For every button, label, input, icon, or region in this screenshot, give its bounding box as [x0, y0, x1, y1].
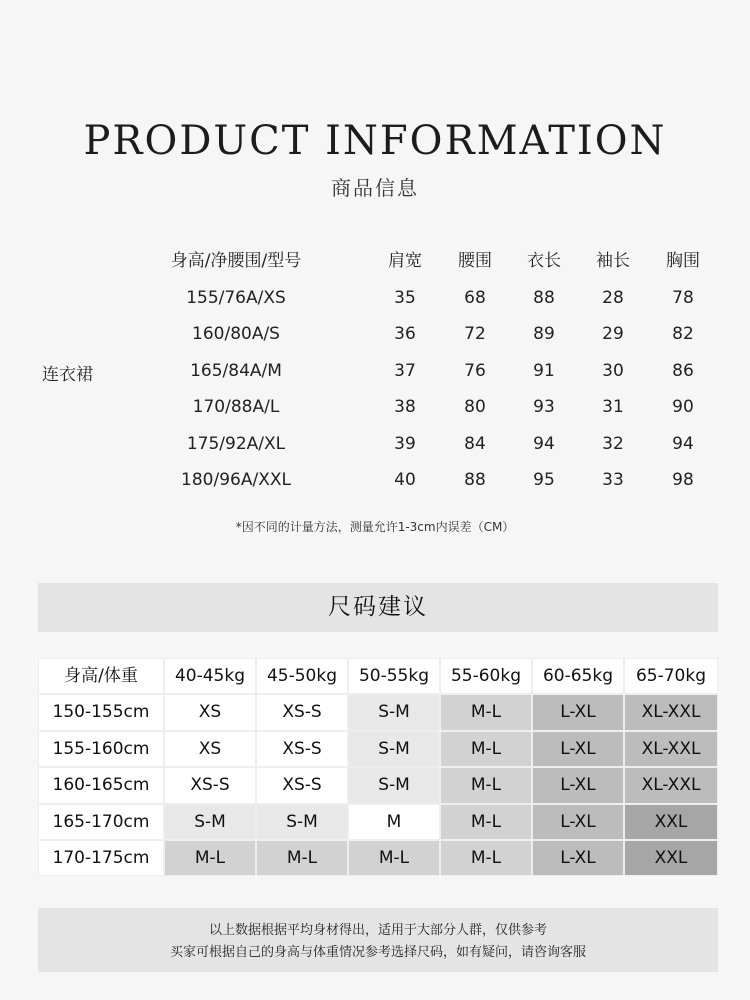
spec-row	[0, 426, 750, 462]
spec-cell: 36	[394, 324, 416, 344]
spec-cell: 160/80A/S	[192, 324, 280, 344]
spec-cell: 94	[672, 433, 694, 454]
size-cell: L-XL	[533, 732, 623, 766]
spec-row	[0, 389, 750, 425]
footer-note-line-1: 以上数据根据平均身材得出，适用于大部分人群，仅供参考	[208, 923, 547, 938]
size-cell: M-L	[349, 841, 439, 875]
spec-row	[0, 353, 750, 389]
spec-row	[0, 316, 750, 352]
size-cell: M-L	[441, 841, 531, 875]
size-header-cell: 40-45kg	[165, 659, 255, 693]
size-cell: XS-S	[165, 768, 255, 802]
page-title: PRODUCT INFORMATION	[83, 118, 667, 164]
spec-cell: 28	[602, 287, 624, 308]
size-cell: M-L	[165, 841, 255, 875]
spec-cell: 32	[602, 433, 624, 454]
size-cell: M-L	[257, 841, 347, 875]
spec-header-cell: 胸围	[666, 251, 700, 271]
spec-cell: 33	[602, 470, 624, 490]
size-cell: L-XL	[533, 805, 623, 839]
spec-cell: 78	[672, 287, 694, 308]
size-cell: XL-XXL	[625, 695, 717, 729]
footer-note-box	[38, 908, 718, 972]
size-cell: L-XL	[533, 695, 623, 729]
spec-header-cell: 肩宽	[388, 251, 422, 271]
size-cell: XL-XXL	[625, 768, 717, 802]
size-cell: XXL	[625, 841, 717, 875]
size-advice-title: 尺码建议	[328, 594, 428, 620]
size-cell: M-L	[441, 768, 531, 802]
size-cell: S-M	[257, 805, 347, 839]
spec-cell: 88	[533, 287, 555, 308]
spec-cell: 90	[672, 397, 694, 417]
size-cell: S-M	[349, 768, 439, 802]
size-cell: XXL	[625, 805, 717, 839]
spec-cell: 37	[394, 360, 416, 381]
spec-cell: 68	[464, 287, 486, 308]
spec-header-cell: 身高/净腰围/型号	[170, 251, 302, 271]
spec-cell: 84	[464, 433, 486, 454]
spec-cell: 35	[394, 287, 416, 308]
size-header-cell: 60-65kg	[533, 659, 623, 693]
spec-cell: 86	[672, 360, 694, 381]
size-cell: M-L	[441, 732, 531, 766]
spec-cell: 76	[464, 360, 486, 381]
size-cell: XL-XXL	[625, 732, 717, 766]
size-row-label: 165-170cm	[39, 805, 163, 839]
size-cell: S-M	[165, 805, 255, 839]
spec-header-row	[0, 243, 750, 279]
spec-cell: 155/76A/XS	[186, 287, 286, 308]
size-row-label: 170-175cm	[39, 841, 163, 875]
size-cell: XS-S	[257, 695, 347, 729]
size-header-cell: 50-55kg	[349, 659, 439, 693]
size-advice-table	[38, 658, 718, 876]
spec-cell: 165/84A/M	[190, 360, 282, 381]
spec-header-cell: 腰围	[458, 251, 492, 271]
spec-cell: 39	[394, 433, 416, 454]
measurement-note: *因不同的计量方法，测量允许1-3cm内误差（CM）	[235, 520, 515, 534]
page-subtitle: 商品信息	[331, 176, 419, 200]
spec-cell: 72	[464, 324, 486, 344]
size-header-cell: 身高/体重	[39, 659, 163, 693]
spec-cell: 82	[672, 324, 694, 344]
size-cell: S-M	[349, 732, 439, 766]
spec-row	[0, 462, 750, 498]
size-cell: M	[349, 805, 439, 839]
size-cell: XS-S	[257, 732, 347, 766]
spec-cell: 80	[464, 397, 486, 417]
size-row-label: 155-160cm	[39, 732, 163, 766]
spec-cell: 170/88A/L	[192, 397, 280, 417]
spec-header-cell: 衣长	[527, 251, 561, 271]
size-header-cell: 65-70kg	[625, 659, 717, 693]
spec-cell: 175/92A/XL	[186, 433, 286, 454]
size-header-cell: 45-50kg	[257, 659, 347, 693]
spec-cell: 93	[533, 397, 555, 417]
spec-cell: 29	[602, 324, 624, 344]
size-advice-banner	[38, 583, 718, 632]
size-cell: XS	[165, 695, 255, 729]
spec-header-cell: 袖长	[596, 251, 630, 271]
spec-cell: 95	[533, 470, 555, 490]
spec-category-label: 连衣裙	[42, 365, 93, 385]
size-cell: XS	[165, 732, 255, 766]
spec-row	[0, 280, 750, 316]
spec-cell: 31	[602, 397, 624, 417]
spec-cell: 180/96A/XXL	[181, 470, 291, 490]
size-row-label: 150-155cm	[39, 695, 163, 729]
size-cell: M-L	[441, 695, 531, 729]
spec-cell: 88	[464, 470, 486, 490]
footer-note-line-2: 买家可根据自己的身高与体重情况参考选择尺码，如有疑问，请咨询客服	[169, 945, 586, 960]
size-header-cell: 55-60kg	[441, 659, 531, 693]
size-cell: M-L	[441, 805, 531, 839]
size-cell: L-XL	[533, 841, 623, 875]
spec-cell: 38	[394, 397, 416, 417]
spec-cell: 98	[672, 470, 694, 490]
spec-cell: 40	[394, 470, 416, 490]
spec-cell: 94	[533, 433, 555, 454]
size-cell: S-M	[349, 695, 439, 729]
spec-cell: 91	[533, 360, 555, 381]
size-cell: L-XL	[533, 768, 623, 802]
spec-cell: 30	[602, 360, 624, 381]
spec-cell: 89	[533, 324, 555, 344]
size-cell: XS-S	[257, 768, 347, 802]
size-row-label: 160-165cm	[39, 768, 163, 802]
